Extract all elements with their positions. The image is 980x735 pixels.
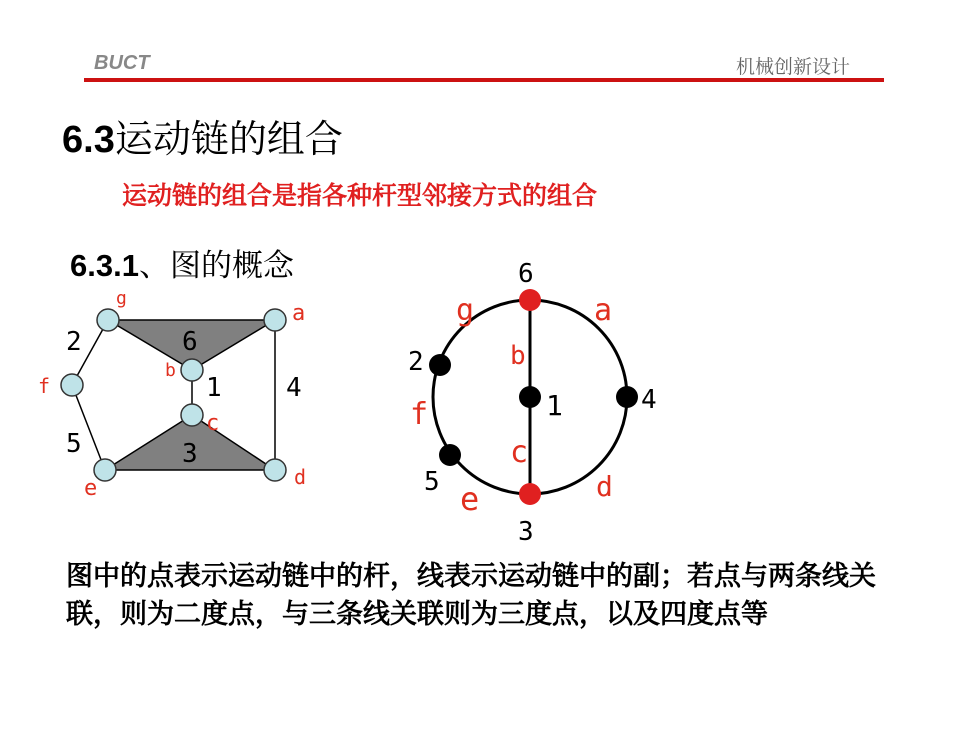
rnode-2 [429, 354, 451, 376]
label-2: 2 [66, 327, 82, 357]
header-logo-text: BUCT [94, 52, 150, 74]
label-4: 4 [286, 373, 302, 403]
section-number: 6.3.1 [70, 248, 139, 283]
rlabel-e: e [460, 480, 480, 518]
label-d: d [294, 465, 307, 489]
rnode-3 [519, 483, 541, 505]
rlabel-a: a [594, 293, 613, 328]
label-b: b [165, 360, 176, 381]
label-g: g [116, 288, 127, 309]
rnode-5 [439, 444, 461, 466]
rlabel-6: 6 [518, 259, 534, 289]
label-3: 3 [182, 439, 198, 469]
header-course-title: 机械创新设计 [735, 56, 850, 78]
label-1: 1 [206, 373, 222, 403]
label-c: c [206, 411, 220, 436]
rlabel-g: g [456, 293, 475, 328]
rnode-4 [616, 386, 638, 408]
label-a: a [292, 301, 306, 326]
rlabel-f: f [410, 397, 429, 432]
rlabel-5: 5 [424, 467, 440, 497]
label-f: f [38, 374, 51, 398]
rnode-1 [519, 386, 541, 408]
rlabel-c: c [510, 435, 529, 470]
rnode-6 [519, 289, 541, 311]
title-text: 运动链的组合 [114, 117, 343, 161]
rlabel-3: 3 [518, 517, 534, 547]
label-5: 5 [66, 429, 82, 459]
rlabel-4: 4 [641, 385, 657, 415]
label-6: 6 [182, 327, 198, 357]
section-text: 、图的概念 [138, 248, 294, 284]
label-e: e [84, 476, 98, 501]
slide-subtitle: 运动链的组合是指各种杆型邻接方式的组合 [122, 181, 598, 210]
rlabel-2: 2 [408, 347, 424, 377]
rlabel-b: b [510, 341, 526, 371]
rlabel-1: 1 [546, 389, 563, 422]
title-number: 6.3 [62, 119, 115, 161]
explanation-paragraph: 图中的点表示运动链中的杆，线表示运动链中的副；若点与两条线关联，则为二度点，与三条线关联则为三度点，以及四度点等 [66, 561, 876, 630]
rlabel-d: d [596, 470, 613, 503]
